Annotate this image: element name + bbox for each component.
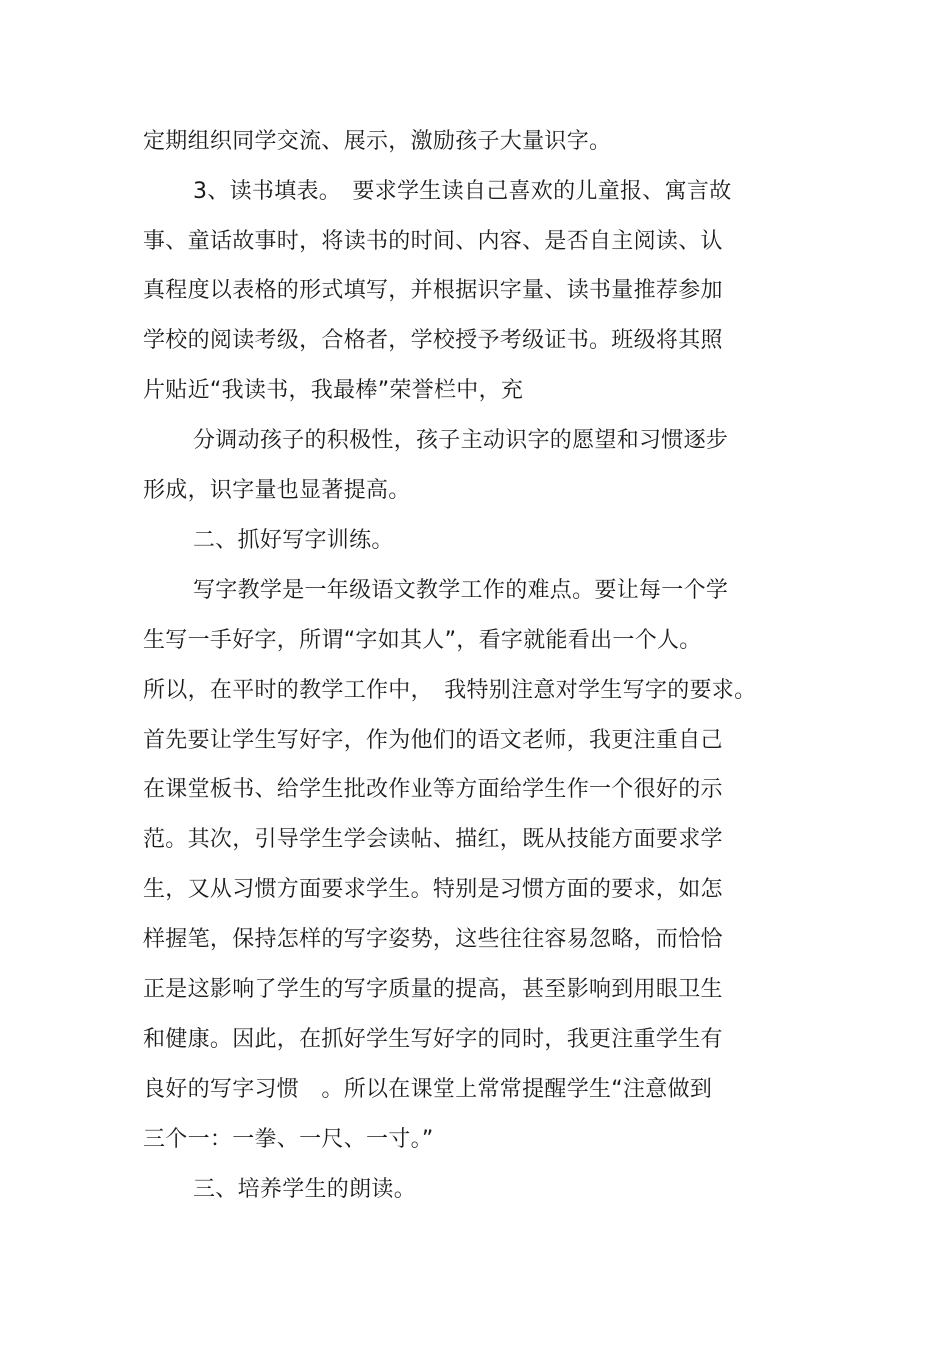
text-line: 正是这影响了学生的写字质量的提高，甚至影响到用眼卫生 <box>143 977 723 1002</box>
text-line: 写字教学是一年级语文教学工作的难点。要让每一个学 <box>193 578 729 603</box>
text-line: 真程度以表格的形式填写，并根据识字量、读书量推荐参加 <box>143 278 723 303</box>
text-line: 学校的阅读考级，合格者，学校授予考级证书。班级将其照 <box>143 328 723 353</box>
text-line: 形成，识字量也显著提高。 <box>143 478 411 503</box>
section-heading: 三、培养学生的朗读。 <box>193 1177 417 1202</box>
text-line: 事、童话故事时，将读书的时间、内容、是否自主阅读、认 <box>143 229 723 254</box>
text-line: 片贴近“我读书，我最棒”荣誉栏中，充 <box>143 378 524 403</box>
text-line: 定期组织同学交流、展示，激励孩子大量识字。 <box>143 129 612 154</box>
text-line: 3、读书填表。 要求学生读自己喜欢的儿童报、寓言故 <box>193 179 732 204</box>
text-line: 生，又从习惯方面要求学生。特别是习惯方面的要求，如怎 <box>143 877 723 902</box>
text-line: 样握笔，保持怎样的写字姿势，这些往往容易忽略，而恰恰 <box>143 927 723 952</box>
text-line: 和健康。因此，在抓好学生写好字的同时，我更注重学生有 <box>143 1027 723 1052</box>
text-line: 生写一手好字，所谓“字如其人”，看字就能看出一个人。 <box>143 628 702 653</box>
section-heading: 二、抓好写字训练。 <box>193 528 394 553</box>
text-line: 三个一：一拳、一尺、一寸。” <box>143 1127 434 1152</box>
text-line: 在课堂板书、给学生批改作业等方面给学生作一个很好的示 <box>143 777 723 802</box>
text-line: 良好的写字习惯 。所以在课堂上常常提醒学生“注意做到 <box>143 1077 713 1102</box>
text-line: 范。其次，引导学生学会读帖、描红，既从技能方面要求学 <box>143 827 723 852</box>
text-line: 首先要让学生写好字，作为他们的语文老师，我更注重自己 <box>143 728 723 753</box>
text-line: 所以，在平时的教学工作中， 我特别注意对学生写字的要求。 <box>143 678 757 703</box>
text-line: 分调动孩子的积极性，孩子主动识字的愿望和习惯逐步 <box>193 428 729 453</box>
